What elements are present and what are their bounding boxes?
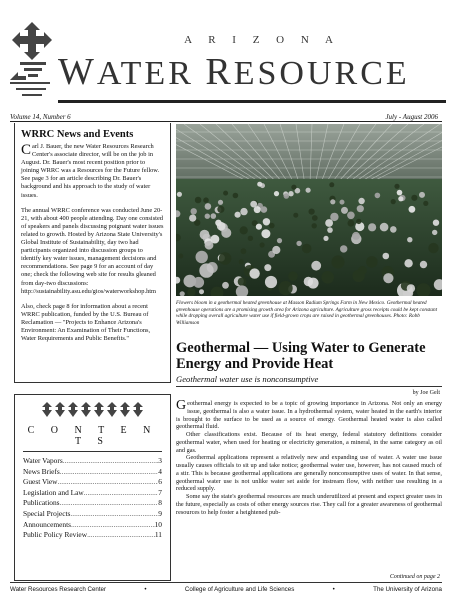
contents-item[interactable] <box>23 477 162 488</box>
ornament-glyph-icon <box>106 401 118 419</box>
contents-item-label: Legislation and Law <box>23 487 84 497</box>
contents-leader-dots <box>87 530 155 541</box>
contents-leader-dots <box>70 509 158 520</box>
news-dropcap: C <box>21 142 32 158</box>
contents-item-label: Water Vapors <box>23 456 63 465</box>
ornament-glyph-icon <box>54 401 66 419</box>
masthead-title <box>58 50 448 94</box>
contents-item-label: Special Projects <box>23 508 71 518</box>
article-paragraph-4: Some say the state's geothermal resources are much underutilized at present and expect greater uses in the future, especially as costs of other energy sources rise. They call for a greater awareness of geothermal resources to help foster a heightened pub- <box>176 493 442 516</box>
contents-item[interactable] <box>23 467 162 478</box>
subhead-rule <box>10 121 442 122</box>
title-cap-w: W <box>58 51 97 93</box>
contents-item-page: 11 <box>154 530 162 540</box>
article-dropcap: G <box>176 398 187 413</box>
title-rest-water: ATER <box>96 55 206 92</box>
contents-item[interactable] <box>23 456 162 467</box>
news-heading: WRRC News and Events <box>21 129 134 140</box>
article-byline: by Joe Gelt <box>412 390 440 396</box>
footer-sep-1: • <box>144 586 147 593</box>
article-rule <box>176 386 442 387</box>
contents-item-page: 4 <box>158 466 162 476</box>
contents-item-label: Public Policy Review <box>23 530 88 540</box>
greenhouse-photo <box>176 124 442 296</box>
contents-leader-dots <box>63 456 159 467</box>
contents-leader-dots <box>71 520 155 531</box>
issue-date: July - August 2006 <box>385 113 438 121</box>
news-paragraph-2: The annual WRRC conference was conducted June 20-21, with about 400 people attending. Day one consisted of speakers and panels discussing poignant water issues related to growth. Hosted by Arizona State University's Global Institute of Sustainability, day two had participants organized into discussion groups to identify key water issues, management decisions and recommendations. See page 9 for an account of day one; check the following web site for results gleaned from day-two discussions: http://sustainability.asu.edu/gios/waterworkshop.htm <box>21 206 164 295</box>
masthead-pretitle: A R I Z O N A <box>184 34 340 46</box>
footer-sep-2: • <box>332 586 335 593</box>
ornament-glyph-icon <box>132 401 144 419</box>
news-paragraph-3: Also, check page 8 for information about a recent WRRC publication, funded by the U.S. Bureau of Reclamation — "Projects to Enhance Arizona's Environment: An Examination of Their Functions, Water Requirements and Public Benefits." <box>21 302 151 343</box>
contents-leader-dots <box>60 467 159 478</box>
arizona-water-resource-logo <box>6 22 58 102</box>
volume-number: Volume 14, Number 6 <box>10 113 71 121</box>
article-subtitle: Geothermal water use is nonconsumptive <box>176 374 319 384</box>
contents-title: C O N T E N T S <box>23 425 162 452</box>
article-paragraph-2: Other classifications exist. Because of its heat energy, federal statutory definitions consider geothermal water, when used for heating or electricity generation, a mineral, in the same category as oil and gas. <box>176 431 442 454</box>
news-events-box <box>14 123 171 383</box>
contents-item-label: Publications <box>23 498 60 508</box>
photo-caption: Flowers bloom in a geothermal heated greenhouse at Masson Radium Springs Farm in New Mexico. Geothermal heated greenhouse operations are a promising growth area for Arizona agriculture. Agriculture gross receipts could be kept constant while dropping overall agriculture water use if field-grown crops are raised in geothermal greenhouses. Photo: Robb Williamson <box>176 300 438 326</box>
contents-item[interactable] <box>23 488 162 499</box>
contents-item[interactable] <box>23 530 162 541</box>
article-paragraph-1-text: eothermal energy is expected to be a topic of growing importance in Arizona. Not only an energy issue, geothermal is also a water issue. In a hydrothermal system, water heated in the earth's interior is brought to the surface to be used as a source of energy. Geothermal heated water is also called geothermal fluid. <box>176 400 442 431</box>
contents-leader-dots <box>60 498 159 509</box>
article-body <box>176 400 442 516</box>
contents-item-label: News Briefs <box>23 466 60 476</box>
title-rest-resource: ESOURCE <box>233 55 410 92</box>
contents-item-page: 9 <box>158 508 162 518</box>
contents-item-label: Guest View <box>23 477 58 487</box>
contents-item-page: 6 <box>158 477 162 487</box>
ornament-glyph-icon <box>93 401 105 419</box>
ornament-glyph-icon <box>67 401 79 419</box>
contents-item[interactable] <box>23 520 162 531</box>
footer-rule <box>10 582 442 583</box>
contents-item-label: Announcements <box>23 519 72 529</box>
contents-item-page: 10 <box>154 519 162 529</box>
news-paragraph-1-text: arl J. Bauer, the new Water Resources Research Center's associate director, will be on the job in August. Dr. Bauer's most recent position prior to joining WRRC was a Resources for the Future fellow. See page 3 for an article describing Dr. Bauer's background and his approach to the study of water issues. <box>21 143 160 199</box>
contents-item[interactable] <box>23 498 162 509</box>
continued-note: Continued on page 2 <box>389 574 440 580</box>
masthead-rule <box>58 100 446 103</box>
contents-leader-dots <box>84 488 159 499</box>
contents-box <box>14 394 171 581</box>
footer-mid: College of Agriculture and Life Sciences <box>184 586 295 593</box>
title-cap-r: R <box>205 51 234 93</box>
contents-item[interactable] <box>23 509 162 520</box>
article-paragraph-3: Geothermal applications represent a relatively new and expanding use of water. A water use issue usually causes officials to sit up and take notice; geothermal water use, however, has not caused much of a stir. This is because geothermal applications are generally nonconsumptive uses of water. In that sense, geothermal water use is not unlike water set aside for instream flow, with neither use resulting in a reduced supply. <box>176 454 442 493</box>
contents-item-page: 3 <box>158 456 162 465</box>
footer-right: The University of Arizona <box>373 586 442 593</box>
footer-left: Water Resources Research Center <box>10 586 107 593</box>
article-paragraph-1 <box>176 400 442 431</box>
ornament-glyph-icon <box>119 401 131 419</box>
ornament-glyph-icon <box>80 401 92 419</box>
ornament-glyph-icon <box>41 401 53 419</box>
contents-leader-dots <box>58 477 159 488</box>
contents-ornament <box>23 401 162 423</box>
contents-list <box>23 456 162 541</box>
contents-item-page: 8 <box>158 498 162 508</box>
news-paragraph-1 <box>21 143 164 200</box>
contents-item-page: 7 <box>158 487 162 497</box>
article-headline: Geothermal — Using Water to Generate Energy and Provide Heat <box>176 340 426 372</box>
footer <box>10 586 442 593</box>
